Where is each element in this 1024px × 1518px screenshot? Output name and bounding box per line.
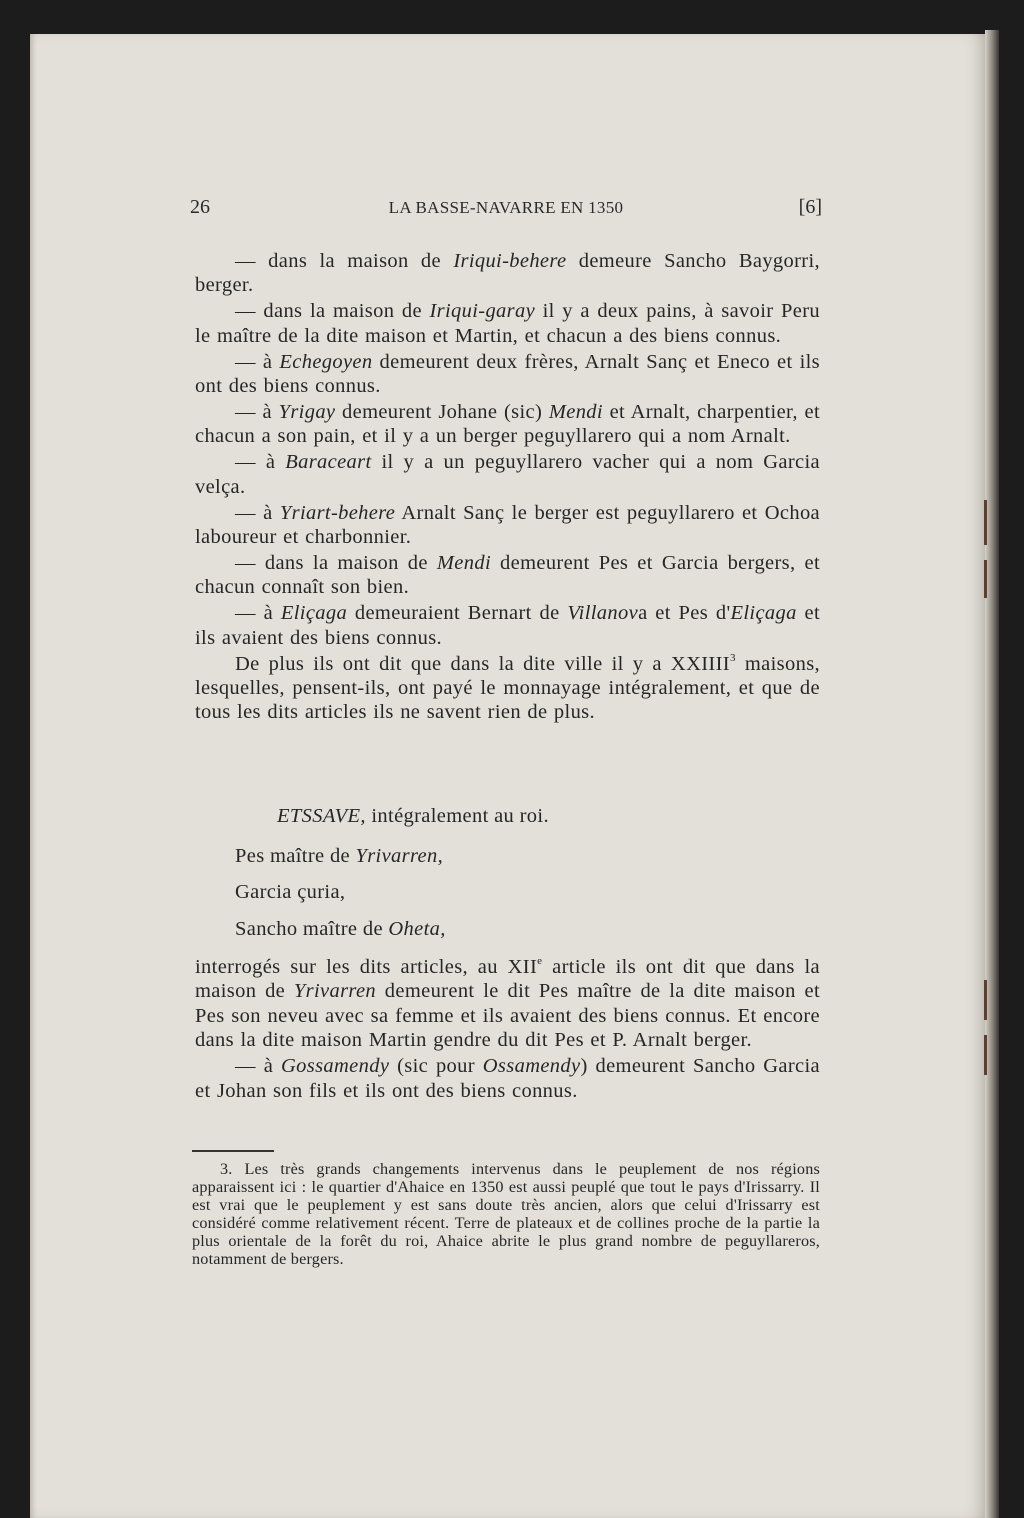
italic-place-name: ETSSAVE, bbox=[277, 805, 366, 827]
text-run: — à bbox=[235, 400, 279, 423]
italic-place-name: Yrigay bbox=[278, 400, 336, 423]
name-line bbox=[235, 845, 443, 868]
text-run: article ils ont dit que dans la maison de bbox=[195, 956, 820, 1003]
italic-place-name: Iriqui-behere bbox=[453, 250, 567, 272]
name-line bbox=[235, 918, 446, 941]
section-heading bbox=[277, 805, 549, 828]
italic-place-name: Yrivarren, bbox=[355, 845, 444, 867]
italic-place-name: Oheta, bbox=[388, 918, 446, 940]
italic-place-name: Ossamendy bbox=[482, 1055, 581, 1078]
text-run: maisons, lesquelles, pensent-ils, ont payé le monnayage intégralement, et que de tous les dits articles ils ne savent rien de plus. bbox=[195, 652, 820, 724]
text-run: — à bbox=[235, 451, 286, 474]
text-run: Arnalt Sanç le berger est peguyllarero et Ochoa laboureur et charbonnier. bbox=[195, 501, 820, 548]
text-run: demeurent Johane (sic) bbox=[335, 400, 549, 423]
text-run: Sancho maître de bbox=[235, 918, 389, 940]
text-run: — à bbox=[235, 501, 280, 524]
text-run: et Arnalt, charpentier, et chacun a son pain, et il y a un berger peguyllarero qui a nom Arnalt. bbox=[195, 400, 821, 448]
text-run: — dans la maison de bbox=[235, 300, 430, 323]
italic-place-name: Yriart-behere bbox=[279, 501, 396, 524]
running-header bbox=[190, 196, 822, 222]
paragraph bbox=[195, 350, 820, 399]
text-run: — dans la maison de bbox=[235, 250, 454, 272]
text-run: a et Pes d' bbox=[638, 602, 731, 625]
binding-mark bbox=[984, 560, 987, 598]
footnote-ref: e bbox=[537, 955, 543, 967]
text-run: interrogés sur les dits articles, au XII bbox=[195, 956, 538, 978]
text-run: demeurent Pes et Garcia bergers, et chacun connaît son bien. bbox=[195, 551, 820, 599]
italic-place-name: Iriqui-garay bbox=[429, 300, 536, 323]
paragraph bbox=[195, 551, 820, 600]
text-run: ) demeurent Sancho Garcia et Johan son fils et ils ont des biens connus. bbox=[195, 1055, 820, 1102]
italic-place-name: Echegoyen bbox=[279, 350, 373, 373]
paragraph bbox=[195, 299, 820, 348]
binding-mark bbox=[984, 500, 987, 545]
text-run: et ils avaient des biens connus. bbox=[195, 602, 821, 649]
italic-place-name: Gossamendy bbox=[281, 1055, 390, 1078]
text-run: — dans la maison de bbox=[235, 551, 437, 574]
text-run: demeure Sancho Baygorri, berger. bbox=[195, 250, 820, 297]
italic-place-name: Mendi bbox=[436, 551, 491, 574]
text-run: — à bbox=[235, 1055, 281, 1078]
italic-place-name: Eliçaga bbox=[730, 602, 797, 625]
paragraph bbox=[195, 249, 820, 298]
page-number: 26 bbox=[190, 196, 210, 218]
binding-mark bbox=[984, 1035, 987, 1075]
text-run: — à bbox=[235, 350, 280, 373]
italic-place-name: Villanov bbox=[567, 602, 639, 625]
italic-place-name: Yrivarren bbox=[293, 980, 377, 1003]
binding-mark bbox=[984, 980, 987, 1020]
paragraph bbox=[195, 450, 820, 499]
italic-place-name: Mendi bbox=[548, 400, 603, 423]
text-run: — à bbox=[235, 602, 281, 625]
text-run: il y a deux pains, à savoir Peru le maître de la dite maison et Martin, et chacun a des biens connus. bbox=[195, 300, 820, 347]
text-run: Pes maître de bbox=[235, 845, 356, 867]
text-run: intégralement au roi. bbox=[365, 805, 549, 827]
paragraph bbox=[195, 400, 820, 449]
footnote: 3. Les très grands changements intervenus dans le peuplement de nos régions apparaissent ici : le quartier d'Ahaice en 1350 est aussi peuplé que tout le pays d'Irissarry. Il est vrai que le peuplement y est sans doute très ancien, alors que celui d'Irissarry est considéré comme relativement récent. Terre de plateaux et de collines proche de la partie la plus orientale de la forêt du roi, Ahaice abrite le plus grand nombre de peguyllareros, notamment de bergers. bbox=[192, 1160, 820, 1269]
text-run: Garcia çuria, bbox=[235, 881, 346, 903]
paragraph bbox=[195, 652, 820, 725]
text-run: il y a un peguyllarero vacher qui a nom Garcia velça. bbox=[195, 451, 820, 498]
name-line bbox=[235, 881, 345, 904]
body-text-bottom bbox=[195, 955, 820, 1104]
italic-place-name: Baraceart bbox=[285, 451, 372, 474]
footnote-ref: 3 bbox=[729, 651, 736, 664]
paragraph bbox=[195, 1054, 820, 1103]
running-title: LA BASSE-NAVARRE EN 1350 bbox=[388, 198, 624, 217]
book-spine bbox=[985, 30, 999, 1518]
text-run: (sic pour bbox=[389, 1055, 483, 1078]
body-text-top bbox=[195, 249, 820, 726]
footnote-rule bbox=[192, 1150, 274, 1152]
italic-place-name: Eliçaga bbox=[280, 602, 348, 625]
paragraph bbox=[195, 955, 820, 1053]
text-run: demeurent deux frères, Arnalt Sanç et Eneco et ils ont des biens connus. bbox=[195, 350, 821, 398]
section-number: [6] bbox=[798, 196, 822, 218]
text-run: De plus ils ont dit que dans la dite ville il y a XXIIII bbox=[235, 652, 730, 675]
paragraph bbox=[195, 501, 820, 550]
paragraph bbox=[195, 601, 820, 650]
text-run: demeuraient Bernart de bbox=[347, 602, 568, 625]
text-run: demeurent le dit Pes maître de la dite maison et Pes son neveu avec sa femme et ils avaient des biens connus. Et encore dans la dite maison Martin gendre du dit Pes et P. Arnalt berger. bbox=[195, 980, 820, 1052]
